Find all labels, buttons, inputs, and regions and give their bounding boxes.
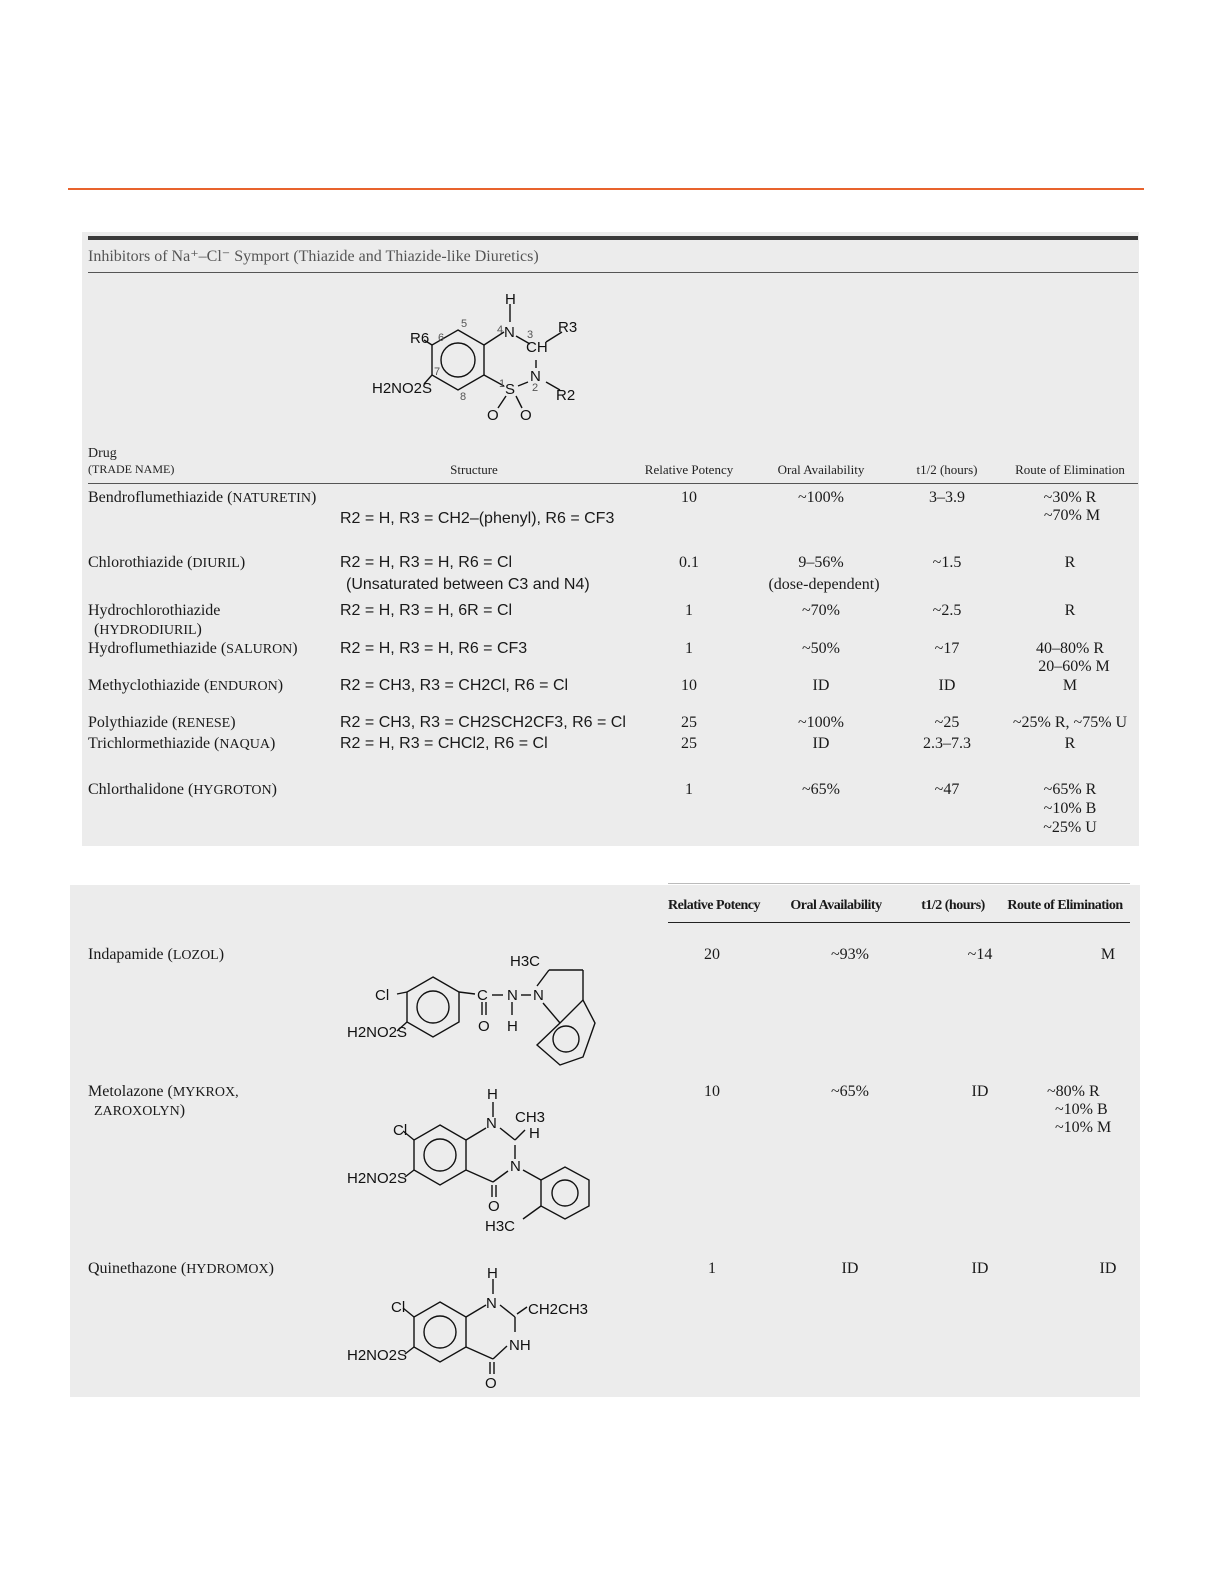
- potency-value: 25: [681, 735, 697, 752]
- drug-trade-name: (HYDRODIURIL): [94, 621, 202, 638]
- header-divider: [88, 483, 1138, 484]
- route-value: 40–80% R: [1036, 640, 1104, 657]
- svg-text:R3: R3: [558, 319, 578, 336]
- svg-text:H2NO2S: H2NO2S: [347, 1024, 408, 1041]
- potency-value: 25: [681, 714, 697, 731]
- svg-text:H2NO2S: H2NO2S: [347, 1347, 408, 1364]
- svg-text:5: 5: [461, 318, 468, 330]
- route-value: R: [1064, 554, 1076, 571]
- halflife-value: 3–3.9: [929, 489, 965, 506]
- route-value: R: [1064, 735, 1076, 752]
- route-value: ID: [1099, 1260, 1117, 1277]
- route-value: ~10% B: [1055, 1101, 1108, 1118]
- oral-value: ID: [841, 1260, 859, 1277]
- thiazide-core-structure: [370, 290, 610, 430]
- header-structure: Structure: [450, 462, 498, 477]
- oral-value: ~93%: [831, 946, 869, 963]
- svg-text:NH: NH: [509, 1337, 531, 1354]
- svg-text:R2: R2: [556, 387, 576, 404]
- svg-text:7: 7: [434, 366, 441, 378]
- halflife-value: ~25: [934, 714, 960, 731]
- header-drug: Drug: [88, 446, 117, 461]
- svg-text:N: N: [486, 1115, 497, 1132]
- drug-name: Chlorothiazide (DIURIL): [88, 554, 246, 571]
- route-value: ~25% R, ~75% U: [1012, 714, 1128, 731]
- halflife-value: ~2.5: [932, 602, 962, 619]
- drug-trade-name: ZAROXOLYN): [94, 1102, 186, 1119]
- halflife-value: ~14: [967, 946, 993, 963]
- svg-text:C: C: [477, 987, 488, 1004]
- potency-value: 1: [685, 640, 693, 657]
- svg-text:3: 3: [527, 329, 534, 341]
- halflife-value: ~17: [934, 640, 960, 657]
- potency-value: 1: [708, 1260, 716, 1277]
- halflife-value: ~47: [934, 781, 960, 798]
- header-relative-potency: Relative Potency: [644, 462, 734, 477]
- halflife-value: ~1.5: [932, 554, 962, 571]
- header-trade-name: (TRADE NAME): [88, 462, 175, 476]
- svg-text:H: H: [507, 1018, 518, 1035]
- route-value: ~80% R: [1047, 1083, 1100, 1100]
- route-value: ~70% M: [1043, 507, 1101, 524]
- svg-text:Cl: Cl: [391, 1299, 406, 1316]
- indapamide-structure: [345, 945, 605, 1075]
- metolazone-structure: [345, 1085, 605, 1235]
- svg-text:S: S: [505, 381, 516, 398]
- svg-text:H2NO2S: H2NO2S: [372, 380, 433, 397]
- oral-value: ~100%: [798, 489, 844, 506]
- svg-text:CH2CH3: CH2CH3: [528, 1301, 589, 1318]
- svg-text:Cl: Cl: [375, 987, 390, 1004]
- svg-text:H: H: [529, 1125, 540, 1142]
- halflife-value: ID: [971, 1260, 989, 1277]
- header-top-rule: [668, 883, 1130, 884]
- svg-text:N: N: [507, 987, 518, 1004]
- route-value: R: [1064, 602, 1076, 619]
- header-route: Route of Elimination: [1015, 462, 1125, 477]
- drug-structure: R2 = CH3, R3 = CH2Cl, R6 = Cl: [340, 677, 569, 694]
- drug-name: Indapamide (LOZOL): [88, 946, 225, 963]
- route-value: ~10% B: [1043, 800, 1097, 817]
- route-value: M: [1100, 946, 1116, 963]
- potency-value: 1: [685, 781, 693, 798]
- potency-value: 0.1: [679, 554, 699, 571]
- potency-value: 20: [704, 946, 720, 963]
- header-half-life: t1/2 (hours): [921, 898, 985, 913]
- section-title: Inhibitors of Na⁺–Cl⁻ Symport (Thiazide and Thiazide-like Diuretics): [88, 248, 539, 265]
- oral-value: ~70%: [802, 602, 840, 619]
- drug-structure: R2 = H, R3 = CHCl2, R6 = Cl: [340, 735, 548, 752]
- svg-text:N: N: [533, 987, 544, 1004]
- thiazide-table-panel: [82, 232, 1139, 846]
- oral-value: ~50%: [802, 640, 840, 657]
- potency-value: 10: [681, 489, 697, 506]
- oral-value: ID: [812, 677, 830, 694]
- route-value: ~30% R: [1043, 489, 1097, 506]
- svg-text:1: 1: [499, 378, 506, 390]
- potency-value: 10: [681, 677, 697, 694]
- quinethazone-structure: [345, 1262, 605, 1392]
- drug-name: Trichlormethiazide (NAQUA): [88, 735, 276, 752]
- svg-text:8: 8: [460, 391, 467, 403]
- potency-value: 1: [685, 602, 693, 619]
- oral-value: ID: [812, 735, 830, 752]
- drug-name: Quinethazone (HYDROMOX): [88, 1260, 274, 1277]
- svg-text:Cl: Cl: [393, 1122, 408, 1139]
- route-value: ~65% R: [1043, 781, 1097, 798]
- drug-name: Hydroflumethiazide (SALURON): [88, 640, 298, 657]
- halflife-value: ID: [971, 1083, 989, 1100]
- svg-text:O: O: [485, 1375, 497, 1392]
- drug-structure: R2 = H, R3 = H, R6 = Cl: [340, 554, 513, 571]
- svg-text:CH3: CH3: [515, 1109, 546, 1126]
- svg-text:N: N: [530, 368, 541, 385]
- header-route: Route of Elimination: [1007, 898, 1123, 913]
- drug-structure: R2 = H, R3 = CH2–(phenyl), R6 = CF3: [340, 510, 615, 527]
- svg-text:O: O: [478, 1018, 490, 1035]
- drug-name: Methyclothiazide (ENDURON): [88, 677, 284, 694]
- svg-text:CH: CH: [526, 339, 548, 356]
- svg-text:6: 6: [438, 332, 445, 344]
- header-divider: [668, 922, 1130, 923]
- header-oral-availability: Oral Availability: [777, 462, 865, 477]
- drug-name: Bendroflumethiazide (NATURETIN): [88, 489, 317, 506]
- title-divider: [88, 272, 1138, 273]
- drug-structure: R2 = H, R3 = H, 6R = Cl: [340, 602, 513, 619]
- svg-text:N: N: [504, 324, 515, 341]
- table-top-rule: [88, 236, 1138, 240]
- drug-name: Chlorthalidone (HYGROTON): [88, 781, 277, 798]
- header-relative-potency: Relative Potency: [668, 898, 760, 913]
- svg-text:H3C: H3C: [510, 953, 541, 970]
- oral-value: ~65%: [802, 781, 840, 798]
- route-value: M: [1062, 677, 1078, 694]
- drug-structure: R2 = CH3, R3 = CH2SCH2CF3, R6 = Cl: [340, 714, 626, 731]
- svg-text:H: H: [487, 1265, 498, 1282]
- drug-structure-note: (Unsaturated between C3 and N4): [346, 576, 590, 593]
- route-value: ~25% U: [1043, 819, 1097, 836]
- svg-text:N: N: [510, 1158, 521, 1175]
- aromatic-circle: [441, 343, 475, 377]
- accent-rule: [68, 188, 1144, 190]
- drug-name: Metolazone (MYKROX,: [88, 1083, 239, 1100]
- oral-value: 9–56%: [798, 554, 844, 571]
- svg-text:4: 4: [497, 324, 504, 336]
- oral-note: (dose-dependent): [768, 576, 880, 593]
- header-half-life: t1/2 (hours): [916, 462, 978, 477]
- potency-value: 10: [704, 1083, 720, 1100]
- svg-text:H: H: [505, 291, 516, 308]
- oral-value: ~65%: [831, 1083, 869, 1100]
- svg-text:O: O: [487, 407, 499, 424]
- drug-structure: R2 = H, R3 = H, R6 = CF3: [340, 640, 528, 657]
- svg-text:R6: R6: [410, 330, 430, 347]
- route-value: ~10% M: [1055, 1119, 1112, 1136]
- svg-text:H: H: [487, 1086, 498, 1103]
- halflife-value: 2.3–7.3: [923, 735, 971, 752]
- svg-text:H3C: H3C: [485, 1218, 516, 1235]
- svg-text:O: O: [520, 407, 532, 424]
- drug-name: Polythiazide (RENESE): [88, 714, 236, 731]
- route-value: 20–60% M: [1038, 658, 1110, 675]
- svg-text:2: 2: [532, 382, 539, 394]
- header-oral-availability: Oral Availability: [790, 898, 882, 913]
- drug-name: Hydrochlorothiazide: [88, 602, 221, 619]
- oral-value: ~100%: [798, 714, 844, 731]
- svg-text:H2NO2S: H2NO2S: [347, 1170, 408, 1187]
- svg-text:O: O: [488, 1198, 500, 1215]
- svg-text:N: N: [486, 1295, 497, 1312]
- halflife-value: ID: [938, 677, 956, 694]
